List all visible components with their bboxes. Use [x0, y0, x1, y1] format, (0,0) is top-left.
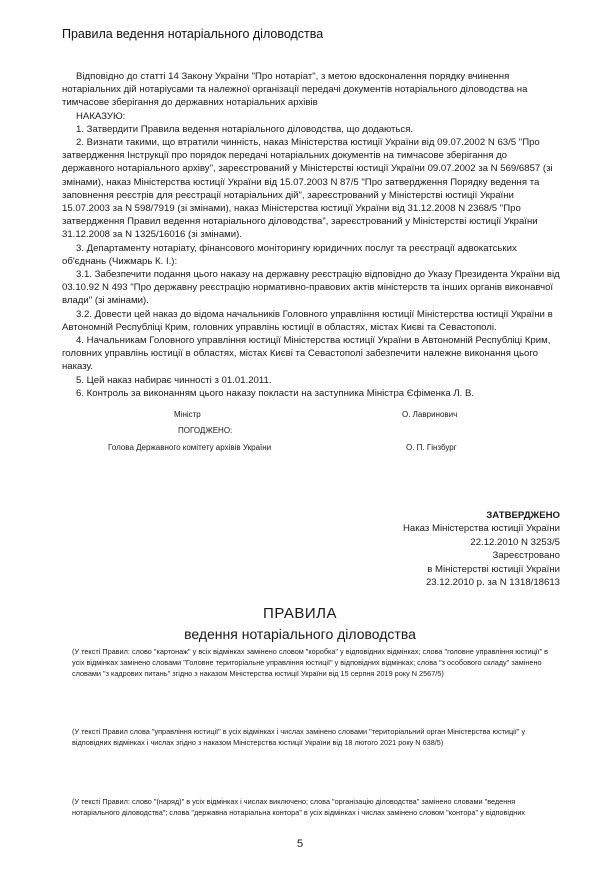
approved-line-3: Зареєстровано: [492, 550, 560, 562]
agreed-label: ПОГОДЖЕНО:: [178, 426, 233, 435]
amendment-note-2: (У тексті Правил слова "управління юстиції" в усіх відмінках і числах замінено словами "територіальний орган Міністерства юстиції" у відповідних відмінках і числах згідно з наказом Міністерства юстиції України від 18 лютого 2021 року N 638/5): [72, 727, 526, 747]
page-number: 5: [296, 838, 304, 850]
order-word: НАКАЗУЮ:: [76, 110, 126, 122]
order-item-5: 5. Цей наказ набирає чинності з 01.01.2011.: [76, 374, 272, 386]
order-item-3: 3. Департаменту нотаріату, фінансового моніторингу юридичних послуг та реєстрації адвокатських об'єднань (Чижмарь К. І.):: [62, 242, 517, 267]
preamble: Відповідно до статті 14 Закону України "Про нотаріат", з метою вдосконалення порядку вчинення нотаріальних дій нотаріусами та належної організації передачі документів нотаріального діловодства на тимчасове зберігання до державних нотаріальних архівів: [62, 71, 528, 109]
approved-line-5: 23.12.2010 р. за N 1318/18613: [425, 577, 560, 589]
order-item-3-2: 3.2. Довести цей наказ до відома начальників Головного управління юстиції Міністерства юстиції України в Автономній Республіці Крим, головних управлінь юстиції в областях, містах Києві та Севастополі.: [62, 308, 553, 333]
approval-block: [400, 509, 560, 589]
order-text: [62, 70, 562, 400]
amendment-note-3: (У тексті Правил: слово "(наряд)" в усіх відмінках і числах виключено; слова "організацію діловодства" замінено словами "ведення нотаріального діловодства"; слова "державна нотаріальна контора" в усіх відмінках і числах замінено словом "контора" у відповідних: [72, 797, 526, 817]
order-item-2: 2. Визнати такими, що втратили чинність, наказ Міністерства юстиції України від 09.07.2002 N 63/5 "Про затвердження Інструкції про порядок передачі нотаріальних документів на тимчасове зберігання до державного нотаріального архіву", зареєстрований у Міністерстві юстиції України 09.07.2002 за N 569/6857 (зі змінами), наказ Міністерства юстиції України від 15.07.2003 N 87/5 "Про затвердження Порядку ведення та заповнення реєстрів для реєстрації нотаріальних дій", зареєстрований у Міністерстві юстиції України 15.07.2003 за N 598/7919 (зі змінами), наказ Міністерства юстиції України від 31.12.2008 N 2368/5 "Про затвердження Правил ведення нотаріального діловодства", зареєстрований у Міністерстві юстиції України 31.12.2008 за N 1325/16016 (зі змінами).: [62, 137, 553, 241]
order-item-1: 1. Затвердити Правила ведення нотаріального діловодства, що додаються.: [76, 123, 414, 135]
minister-name: О. Лавринович: [402, 410, 458, 419]
approved-line-2: 22.12.2010 N 3253/5: [470, 536, 560, 548]
rules-subtitle: ведення нотаріального діловодства: [184, 626, 416, 642]
order-item-6: 6. Контроль за виконанням цього наказу покласти на заступника Міністра Єфіменка Л. В.: [76, 387, 475, 399]
approved-line-1: Наказ Міністерства юстиції України: [402, 523, 560, 535]
approved-line-4: в Міністерстві юстиції України: [427, 563, 560, 575]
minister-label: Міністр: [174, 410, 201, 419]
archives-label: Голова Державного комітету архівів України: [108, 443, 272, 452]
order-item-4: 4. Начальникам Головного управління юстиції Міністерства юстиції України в Автономній Республіці Крим, головних управлінь юстиції в областях, містах Києві та Севастополі забезпечити належне виконання цього наказу.: [62, 335, 551, 373]
approved-heading: ЗАТВЕРДЖЕНО: [486, 510, 560, 521]
order-item-3-1: 3.1. Забезпечити подання цього наказу на державну реєстрацію відповідно до Указу Президента України від 03.10.92 N 493 "Про державну реєстрацію нормативно-правових актів міністерств та інших органів виконавчої влади" (зі змінами).: [62, 269, 560, 307]
amendment-note-1: (У тексті Правил: слово "картонаж" у всіх відмінках замінено словом "коробка" у відповідних відмінках; слова "головне управління юстиції" в усіх відмінках замінено словами "Головне територіальне управління юстиції" у відповідних відмінках; слова "з особового складу" замінено словами "з кадрових питань" згідно з наказом Міністерства юстиції України від 15 серпня 2019 року N 2567/5): [72, 647, 549, 678]
archives-name: О. П. Гінзбург: [406, 443, 457, 452]
document-header: Правила ведення нотаріального діловодства: [62, 27, 324, 41]
rules-title: ПРАВИЛА: [263, 605, 337, 622]
